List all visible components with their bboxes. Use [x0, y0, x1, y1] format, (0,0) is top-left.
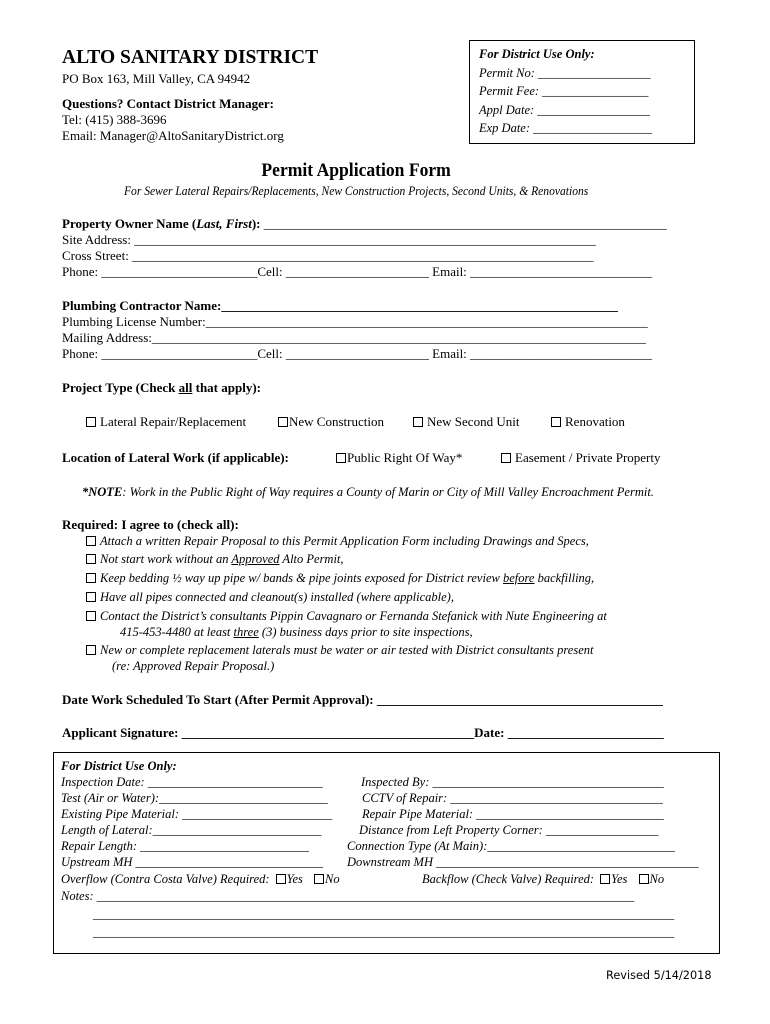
- checkbox-icon[interactable]: [413, 417, 423, 427]
- option-lateral-repair[interactable]: [86, 414, 246, 430]
- checkbox-icon[interactable]: [86, 645, 96, 655]
- required-item-text-b: before: [502, 571, 535, 585]
- checkbox-icon[interactable]: [501, 453, 511, 463]
- owner-name-field[interactable]: [62, 216, 667, 232]
- contractor-name-field[interactable]: Plumbing Contractor Name:_____________________________________________________________: [62, 298, 618, 313]
- project-type-label-b: all: [178, 380, 193, 395]
- required-item-5-cont: [120, 624, 473, 640]
- backflow-yes-label: Yes: [611, 872, 628, 886]
- cross-street-field[interactable]: Cross Street: _______________________________________________________________________: [62, 248, 594, 263]
- owner-name-label-b: Last, First: [196, 216, 252, 231]
- required-item-text: New or complete replacement laterals must be water or air tested with District consultants present: [100, 643, 594, 657]
- required-title: Required: I agree to (check all):: [62, 517, 239, 532]
- form-subtitle: For Sewer Lateral Repairs/Replacements, New Construction Projects, Second Units, & Renovations: [123, 184, 589, 198]
- downstream-mh-field[interactable]: Downstream MH __________________________________________: [347, 855, 699, 869]
- repair-length-field[interactable]: Repair Length: ___________________________: [61, 839, 309, 853]
- district-use-title: For District Use Only:: [61, 759, 177, 773]
- required-item-text-c: Alto Permit,: [279, 552, 344, 566]
- encroachment-note: [82, 484, 654, 500]
- checkbox-icon[interactable]: [86, 554, 96, 564]
- required-item-1[interactable]: [86, 533, 589, 549]
- backflow-label: Backflow (Check Valve) Required:: [422, 872, 595, 886]
- notes-line-2[interactable]: _____________________________________________________________________________________________: [93, 907, 675, 921]
- owner-name-label-a: Property Owner Name (: [62, 216, 197, 231]
- notes-line-3[interactable]: _____________________________________________________________________________________________: [93, 925, 675, 939]
- checkbox-icon[interactable]: [639, 874, 649, 884]
- required-item-text-a: Not start work without an: [100, 552, 232, 566]
- district-name: ALTO SANITARY DISTRICT: [62, 47, 319, 68]
- option-label: New Second Unit: [427, 414, 520, 429]
- revised-date: Revised 5/14/2018: [606, 968, 712, 982]
- district-box-title: For District Use Only:: [479, 47, 595, 61]
- required-item-text-c: (3) business days prior to site inspections,: [258, 625, 473, 639]
- form-title: Permit Application Form: [261, 160, 451, 181]
- upstream-mh-field[interactable]: Upstream MH ______________________________: [61, 855, 324, 869]
- appl-date-field[interactable]: Appl Date: __________________: [479, 103, 650, 117]
- checkbox-icon[interactable]: [551, 417, 561, 427]
- checkbox-icon[interactable]: [86, 417, 96, 427]
- option-easement[interactable]: [501, 450, 661, 466]
- required-item-4[interactable]: [86, 589, 454, 605]
- checkbox-icon[interactable]: [86, 592, 96, 602]
- option-public-right-of-way[interactable]: [336, 450, 462, 466]
- owner-name-label-c: ):: [251, 216, 264, 231]
- option-renovation[interactable]: [551, 414, 625, 430]
- checkbox-icon[interactable]: [314, 874, 324, 884]
- checkbox-icon[interactable]: [86, 536, 96, 546]
- permit-no-field[interactable]: Permit No: __________________: [479, 66, 651, 80]
- overflow-yes-label: Yes: [286, 872, 303, 886]
- inspected-by-field[interactable]: Inspected By: _____________________________________: [361, 775, 664, 789]
- checkbox-icon[interactable]: [600, 874, 610, 884]
- backflow-required: [422, 871, 664, 887]
- required-item-5[interactable]: [86, 608, 607, 624]
- option-label: Lateral Repair/Replacement: [100, 414, 247, 429]
- license-number-field[interactable]: Plumbing License Number:____________________________________________________________________: [62, 314, 648, 329]
- checkbox-icon[interactable]: [86, 573, 96, 583]
- district-tel: Tel: (415) 388-3696: [62, 112, 167, 127]
- location-label: Location of Lateral Work (if applicable):: [62, 450, 289, 465]
- connection-type-field[interactable]: Connection Type (At Main):______________________________: [347, 839, 675, 853]
- checkbox-icon[interactable]: [336, 453, 346, 463]
- required-item-text-a: 415-453-4480 at least: [120, 625, 234, 639]
- required-item-text-b: Approved: [231, 552, 280, 566]
- questions-label: Questions? Contact District Manager:: [62, 96, 274, 111]
- test-field[interactable]: Test (Air or Water):___________________________: [61, 791, 328, 805]
- checkbox-icon[interactable]: [86, 611, 96, 621]
- overflow-no-label: No: [325, 872, 340, 886]
- contractor-phone-field[interactable]: Phone: ________________________Cell: ______________________ Email: ____________________________: [62, 346, 653, 361]
- option-label: Public Right Of Way*: [347, 450, 463, 465]
- exp-date-field[interactable]: Exp Date: ___________________: [479, 121, 652, 135]
- project-type-label-a: Project Type (Check: [62, 380, 179, 395]
- option-label: Easement / Private Property: [515, 450, 661, 465]
- backflow-no-label: No: [649, 872, 665, 886]
- required-item-text: Have all pipes connected and cleanout(s) installed (where applicable),: [100, 590, 454, 604]
- overflow-label: Overflow (Contra Costa Valve) Required:: [61, 872, 270, 886]
- permit-fee-field[interactable]: Permit Fee: _________________: [479, 84, 649, 98]
- option-label: Renovation: [565, 414, 625, 429]
- required-item-text-c: backfilling,: [534, 571, 595, 585]
- checkbox-icon[interactable]: [278, 417, 288, 427]
- site-address-field[interactable]: Site Address: _______________________________________________________________________: [62, 232, 596, 247]
- required-item-3[interactable]: [86, 570, 594, 586]
- required-item-6-cont: (re: Approved Repair Proposal.): [112, 659, 275, 673]
- project-type-label: [62, 380, 261, 396]
- checkbox-icon[interactable]: [276, 874, 286, 884]
- inspection-date-field[interactable]: Inspection Date: ____________________________: [61, 775, 323, 789]
- option-label: New Construction: [289, 414, 384, 429]
- note-label: *NOTE: [82, 485, 123, 499]
- mailing-address-field[interactable]: Mailing Address:____________________________________________________________________________: [62, 330, 646, 345]
- cctv-field[interactable]: CCTV of Repair: __________________________________: [362, 791, 663, 805]
- option-new-construction[interactable]: [278, 414, 384, 430]
- notes-field[interactable]: Notes: ______________________________________________________________________________________: [61, 889, 635, 903]
- project-type-label-c: that apply):: [192, 380, 261, 395]
- owner-name-line: ______________________________________________________________: [263, 216, 667, 231]
- owner-phone-field[interactable]: Phone: ________________________Cell: ______________________ Email: ____________________________: [62, 264, 653, 279]
- date-work-scheduled-field[interactable]: Date Work Scheduled To Start (After Permit Approval): ____________________________________________: [62, 692, 663, 707]
- applicant-signature-field[interactable]: Applicant Signature: _____________________________________________Date: ________________________: [62, 725, 664, 740]
- required-item-text: Contact the District’s consultants Pippin Cavagnaro or Fernanda Stefanick with Nute Engineering at: [100, 609, 607, 623]
- repair-pipe-field[interactable]: Repair Pipe Material: ______________________________: [362, 807, 664, 821]
- length-lateral-field[interactable]: Length of Lateral:___________________________: [61, 823, 322, 837]
- option-new-second-unit[interactable]: [413, 414, 519, 430]
- required-item-text-a: Keep bedding ½ way up pipe w/ bands & pipe joints exposed for District review: [100, 571, 503, 585]
- required-item-text: Attach a written Repair Proposal to this Permit Application Form including Drawings and Specs,: [100, 534, 589, 548]
- existing-pipe-field[interactable]: Existing Pipe Material: ________________________: [61, 807, 333, 821]
- distance-field[interactable]: Distance from Left Property Corner: __________________: [359, 823, 659, 837]
- district-address: PO Box 163, Mill Valley, CA 94942: [62, 71, 251, 86]
- overflow-required: [61, 871, 340, 887]
- note-text: : Work in the Public Right of Way requires a County of Marin or City of Mill Valley Encroachment Permit.: [122, 485, 654, 499]
- required-item-6[interactable]: [86, 642, 593, 658]
- required-item-text-b: three: [233, 625, 259, 639]
- district-email: Email: Manager@AltoSanitaryDistrict.org: [62, 128, 284, 143]
- required-item-2[interactable]: [86, 551, 344, 567]
